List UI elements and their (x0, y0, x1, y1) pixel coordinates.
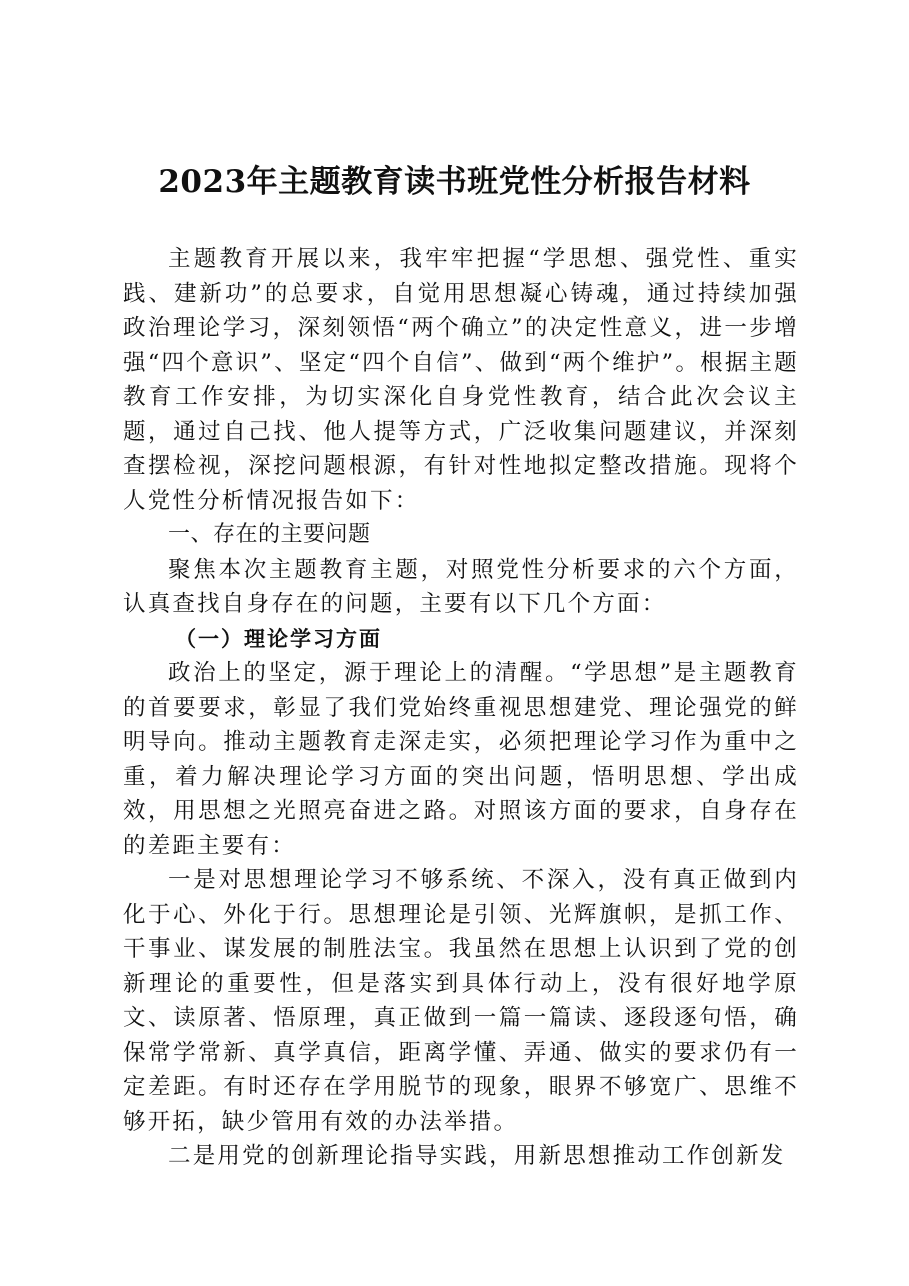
document-title: 2023年主题教育读书班党性分析报告材料 (158, 164, 751, 200)
section-intro-paragraph: 聚焦本次主题教育主题，对照党性分析要求的六个方面，认真查找自身存在的问题，主要有以下几个方面： (123, 556, 799, 617)
intro-paragraph: 主题教育开展以来，我牢牢把握“学思想、强党性、重实践、建新功”的总要求，自觉用思想凝心铸魂，通过持续加强政治理论学习，深刻领悟“两个确立”的决定性意义，进一步增强“四个意识”、坚定“四个自信”、做到“两个维护”。根据主题教育工作安排，为切实深化自身党性教育，结合此次会议主题，通过自己找、他人提等方式，广泛收集问题建议，并深刻查摆检视，深挖问题根源，有针对性地拟定整改措施。现将个人党性分析情况报告如下： (123, 246, 799, 514)
section-heading-problems: 一、存在的主要问题 (168, 522, 371, 547)
theory-study-paragraph: 政治上的坚定，源于理论上的清醒。“学思想”是主题教育的首要要求，彰显了我们党始终重视思想建党、理论强党的鲜明导向。推动主题教育走深走实，必须把理论学习作为重中之重，着力解决理论学习方面的突出问题，悟明思想、学出成效，用思想之光照亮奋进之路。对照该方面的要求，自身存在的差距主要有： (123, 660, 799, 859)
point-two-paragraph: 二是用党的创新理论指导实践，用新思想推动工作创新发 (168, 1143, 786, 1169)
point-one-paragraph: 一是对思想理论学习不够系统、不深入，没有真正做到内化于心、外化于行。思想理论是引领、光辉旗帜，是抓工作、干事业、谋发展的制胜法宝。我虽然在思想上认识到了党的创新理论的重要性，但是落实到具体行动上，没有很好地学原文、读原著、悟原理，真正做到一篇一篇读、逐段逐句悟，确保常学常新、真学真信，距离学懂、弄通、做实的要求仍有一定差距。有时还存在学用脱节的现象，眼界不够宽广、思维不够开拓，缺少管用有效的办法举措。 (123, 867, 799, 1135)
document-body (123, 242, 799, 1174)
subsection-heading-theory-study: （一）理论学习方面 (175, 625, 382, 651)
